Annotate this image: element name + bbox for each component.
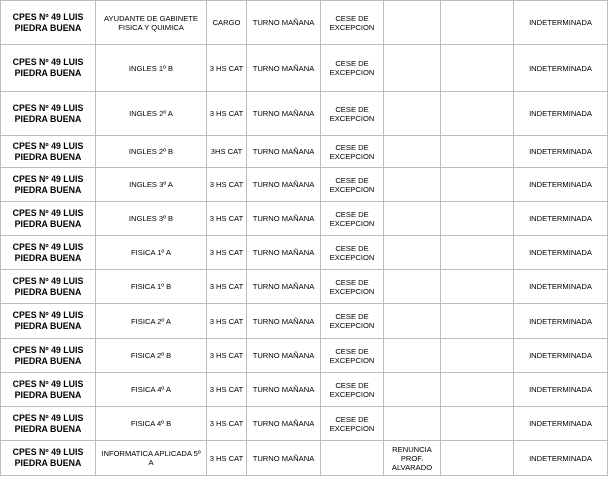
empty-cell	[441, 202, 514, 236]
table-row	[1, 1, 608, 45]
cause-cell	[321, 441, 384, 476]
empty-cell	[441, 339, 514, 373]
cause-cell: CESE DE EXCEPCION	[321, 339, 384, 373]
shift-cell: TURNO MAÑANA	[247, 136, 321, 168]
subject-cell: FISICA 2º A	[96, 304, 207, 339]
cause-cell: CESE DE EXCEPCION	[321, 202, 384, 236]
status-cell: INDETERMINADA	[514, 202, 608, 236]
shift-cell: TURNO MAÑANA	[247, 1, 321, 45]
table-row	[1, 270, 608, 304]
subject-cell: INGLES 3º B	[96, 202, 207, 236]
empty-cell	[441, 168, 514, 202]
note-cell	[384, 1, 441, 45]
hours-cell: 3HS CAT	[207, 136, 247, 168]
school-cell: CPES Nº 49 LUIS PIEDRA BUENA	[1, 136, 96, 168]
hours-cell: 3 HS CAT	[207, 407, 247, 441]
hours-cell: 3 HS CAT	[207, 168, 247, 202]
note-cell	[384, 92, 441, 136]
shift-cell: TURNO MAÑANA	[247, 373, 321, 407]
table-row	[1, 92, 608, 136]
shift-cell: TURNO MAÑANA	[247, 45, 321, 92]
cause-cell: CESE DE EXCEPCION	[321, 136, 384, 168]
shift-cell: TURNO MAÑANA	[247, 441, 321, 476]
school-cell: CPES Nº 49 LUIS PIEDRA BUENA	[1, 168, 96, 202]
note-cell	[384, 45, 441, 92]
subject-cell: INGLES 2º B	[96, 136, 207, 168]
hours-cell: 3 HS CAT	[207, 373, 247, 407]
cause-cell: CESE DE EXCEPCION	[321, 304, 384, 339]
status-cell: INDETERMINADA	[514, 1, 608, 45]
subject-cell: FISICA 4º A	[96, 373, 207, 407]
subject-cell: FISICA 1º A	[96, 236, 207, 270]
cause-cell: CESE DE EXCEPCION	[321, 270, 384, 304]
empty-cell	[441, 45, 514, 92]
hours-cell: 3 HS CAT	[207, 270, 247, 304]
shift-cell: TURNO MAÑANA	[247, 202, 321, 236]
shift-cell: TURNO MAÑANA	[247, 270, 321, 304]
hours-cell: CARGO	[207, 1, 247, 45]
cause-cell: CESE DE EXCEPCION	[321, 1, 384, 45]
status-cell: INDETERMINADA	[514, 304, 608, 339]
cause-cell: CESE DE EXCEPCION	[321, 236, 384, 270]
shift-cell: TURNO MAÑANA	[247, 407, 321, 441]
table-row	[1, 202, 608, 236]
hours-cell: 3 HS CAT	[207, 441, 247, 476]
subject-cell: INGLES 3º A	[96, 168, 207, 202]
empty-cell	[441, 1, 514, 45]
note-cell	[384, 270, 441, 304]
empty-cell	[441, 304, 514, 339]
hours-cell: 3 HS CAT	[207, 202, 247, 236]
hours-cell: 3 HS CAT	[207, 236, 247, 270]
table-row	[1, 441, 608, 476]
note-cell	[384, 202, 441, 236]
shift-cell: TURNO MAÑANA	[247, 236, 321, 270]
school-cell: CPES Nº 49 LUIS PIEDRA BUENA	[1, 441, 96, 476]
note-cell	[384, 373, 441, 407]
status-cell: INDETERMINADA	[514, 441, 608, 476]
school-cell: CPES Nº 49 LUIS PIEDRA BUENA	[1, 202, 96, 236]
cause-cell: CESE DE EXCEPCION	[321, 92, 384, 136]
cause-cell: CESE DE EXCEPCION	[321, 373, 384, 407]
status-cell: INDETERMINADA	[514, 270, 608, 304]
school-cell: CPES Nº 49 LUIS PIEDRA BUENA	[1, 270, 96, 304]
cause-cell: CESE DE EXCEPCION	[321, 45, 384, 92]
subject-cell: FISICA 2º B	[96, 339, 207, 373]
subject-cell: INGLES 1º B	[96, 45, 207, 92]
status-cell: INDETERMINADA	[514, 92, 608, 136]
subject-cell: FISICA 4º B	[96, 407, 207, 441]
status-cell: INDETERMINADA	[514, 373, 608, 407]
empty-cell	[441, 270, 514, 304]
school-cell: CPES Nº 49 LUIS PIEDRA BUENA	[1, 407, 96, 441]
status-cell: INDETERMINADA	[514, 45, 608, 92]
table-row	[1, 136, 608, 168]
empty-cell	[441, 236, 514, 270]
note-cell	[384, 236, 441, 270]
shift-cell: TURNO MAÑANA	[247, 304, 321, 339]
empty-cell	[441, 92, 514, 136]
subject-cell: FISICA 1º B	[96, 270, 207, 304]
empty-cell	[441, 136, 514, 168]
school-cell: CPES Nº 49 LUIS PIEDRA BUENA	[1, 339, 96, 373]
shift-cell: TURNO MAÑANA	[247, 339, 321, 373]
subject-cell: INFORMATICA APLICADA 5º A	[96, 441, 207, 476]
shift-cell: TURNO MAÑANA	[247, 168, 321, 202]
table-row	[1, 407, 608, 441]
table-row	[1, 236, 608, 270]
note-cell	[384, 168, 441, 202]
table-row	[1, 168, 608, 202]
status-cell: INDETERMINADA	[514, 236, 608, 270]
subject-cell: INGLES 2º A	[96, 92, 207, 136]
status-cell: INDETERMINADA	[514, 168, 608, 202]
note-cell: RENUNCIA PROF. ALVARADO	[384, 441, 441, 476]
note-cell	[384, 407, 441, 441]
note-cell	[384, 136, 441, 168]
note-cell	[384, 339, 441, 373]
table-row	[1, 373, 608, 407]
school-cell: CPES Nº 49 LUIS PIEDRA BUENA	[1, 1, 96, 45]
empty-cell	[441, 407, 514, 441]
school-cell: CPES Nº 49 LUIS PIEDRA BUENA	[1, 92, 96, 136]
empty-cell	[441, 441, 514, 476]
status-cell: INDETERMINADA	[514, 407, 608, 441]
table-row	[1, 339, 608, 373]
vacancy-table-body	[1, 1, 608, 476]
hours-cell: 3 HS CAT	[207, 92, 247, 136]
status-cell: INDETERMINADA	[514, 136, 608, 168]
hours-cell: 3 HS CAT	[207, 304, 247, 339]
hours-cell: 3 HS CAT	[207, 339, 247, 373]
table-row	[1, 45, 608, 92]
school-cell: CPES Nº 49 LUIS PIEDRA BUENA	[1, 373, 96, 407]
cause-cell: CESE DE EXCEPCION	[321, 407, 384, 441]
hours-cell: 3 HS CAT	[207, 45, 247, 92]
school-cell: CPES Nº 49 LUIS PIEDRA BUENA	[1, 304, 96, 339]
note-cell	[384, 304, 441, 339]
school-cell: CPES Nº 49 LUIS PIEDRA BUENA	[1, 45, 96, 92]
status-cell: INDETERMINADA	[514, 339, 608, 373]
table-row	[1, 304, 608, 339]
shift-cell: TURNO MAÑANA	[247, 92, 321, 136]
subject-cell: AYUDANTE DE GABINETE FISICA Y QUIMICA	[96, 1, 207, 45]
empty-cell	[441, 373, 514, 407]
cause-cell: CESE DE EXCEPCION	[321, 168, 384, 202]
school-cell: CPES Nº 49 LUIS PIEDRA BUENA	[1, 236, 96, 270]
